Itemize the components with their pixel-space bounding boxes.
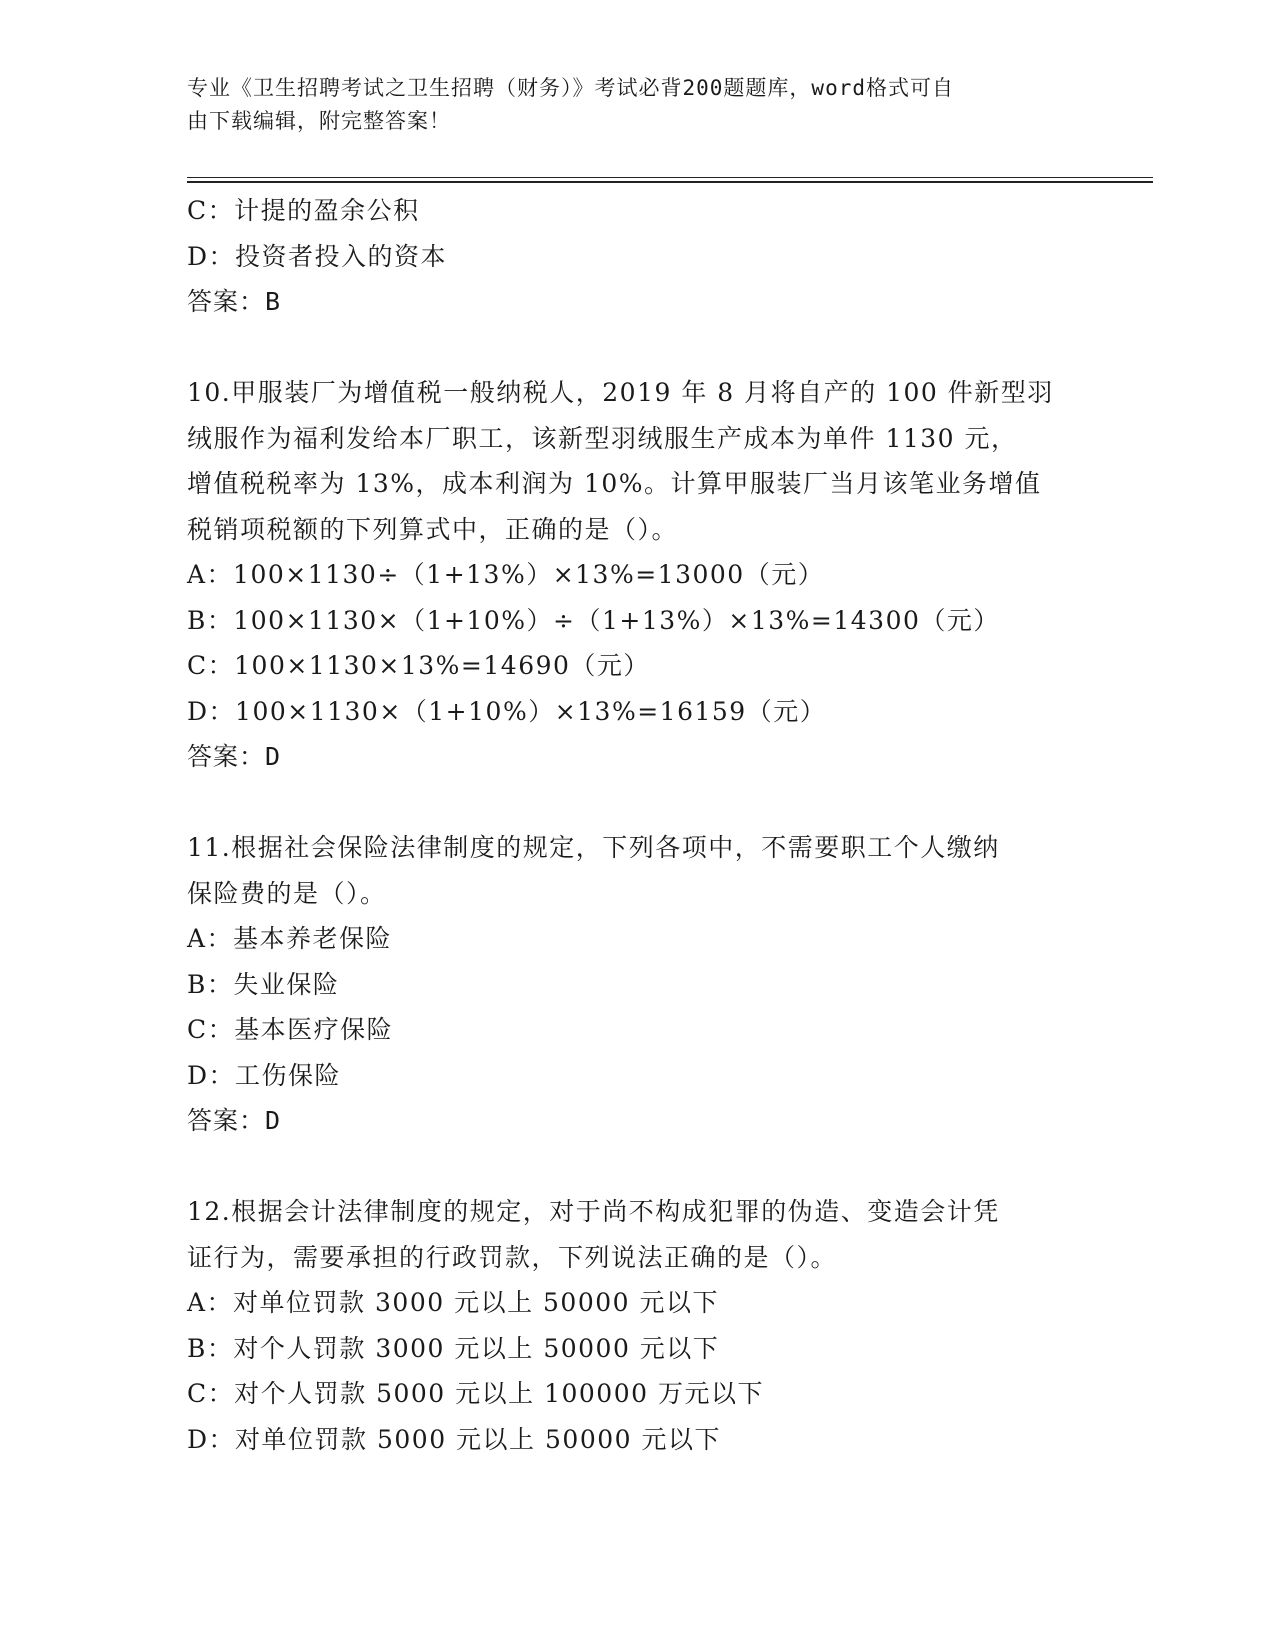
question-9-tail bbox=[187, 188, 1087, 325]
spacer bbox=[187, 325, 1087, 371]
q10-option-a: A：100×1130÷（1+13%）×13%=13000（元） bbox=[187, 560, 825, 589]
q11-stem-line-1: 11.根据社会保险法律制度的规定，下列各项中，不需要职工个人缴纳 bbox=[187, 833, 1000, 862]
q10-stem-line-2: 绒服作为福利发给本厂职工，该新型羽绒服生产成本为单件 1130 元， bbox=[187, 423, 1018, 453]
q12-stem-line-2: 证行为，需要承担的行政罚款，下列说法正确的是（）。 bbox=[187, 1242, 838, 1272]
q12-option-b: B：对个人罚款 3000 元以上 50000 元以下 bbox=[187, 1333, 720, 1363]
q9-answer: 答案：B bbox=[187, 287, 282, 316]
header-line-2: 由下载编辑，附完整答案！ bbox=[187, 109, 451, 133]
q11-option-c: C：基本医疗保险 bbox=[187, 1015, 394, 1044]
header-divider-thin bbox=[187, 177, 1153, 178]
q10-option-d: D：100×1130×（1+10%）×13%=16159（元） bbox=[187, 696, 827, 726]
spacer bbox=[187, 1144, 1087, 1190]
header-divider-thick bbox=[187, 181, 1153, 183]
q12-option-c: C：对个人罚款 5000 元以上 100000 万元以下 bbox=[187, 1379, 764, 1408]
q12-option-d: D：对单位罚款 5000 元以上 50000 元以下 bbox=[187, 1424, 721, 1454]
q11-stem-line-2: 保险费的是（）。 bbox=[187, 878, 387, 908]
q10-option-c: C：100×1130×13%=14690（元） bbox=[187, 651, 650, 680]
q10-option-b: B：100×1130×（1+10%）÷（1+13%）×13%=14300（元） bbox=[187, 605, 1000, 635]
q12-option-a: A：对单位罚款 3000 元以上 50000 元以下 bbox=[187, 1288, 719, 1317]
q10-stem-line-4: 税销项税额的下列算式中，正确的是（）。 bbox=[187, 514, 679, 544]
q12-stem-line-1: 12.根据会计法律制度的规定，对于尚不构成犯罪的伪造、变造会计凭 bbox=[187, 1197, 1000, 1226]
question-12 bbox=[187, 1189, 1087, 1462]
q9-option-c: C：计提的盈余公积 bbox=[187, 196, 420, 225]
q10-stem-line-1: 10.甲服装厂为增值税一般纳税人，2019 年 8 月将自产的 100 件新型羽 bbox=[187, 378, 1054, 407]
q10-answer: 答案：D bbox=[187, 742, 282, 771]
question-11 bbox=[187, 825, 1087, 1144]
page-header bbox=[187, 72, 1087, 138]
spacer bbox=[187, 780, 1087, 826]
q11-answer: 答案：D bbox=[187, 1106, 282, 1135]
q9-option-d: D：投资者投入的资本 bbox=[187, 241, 448, 271]
q10-stem-line-3: 增值税税率为 13%，成本利润为 10%。计算甲服装厂当月该笔业务增值 bbox=[187, 469, 1042, 498]
q11-option-d: D：工伤保险 bbox=[187, 1060, 342, 1090]
question-10 bbox=[187, 370, 1087, 780]
header-line-1: 专业《卫生招聘考试之卫生招聘（财务）》考试必背200题题库，word格式可自 bbox=[187, 76, 954, 100]
q11-option-b: B：失业保险 bbox=[187, 969, 340, 999]
question-content bbox=[187, 188, 1087, 1462]
q11-option-a: A：基本养老保险 bbox=[187, 924, 393, 953]
